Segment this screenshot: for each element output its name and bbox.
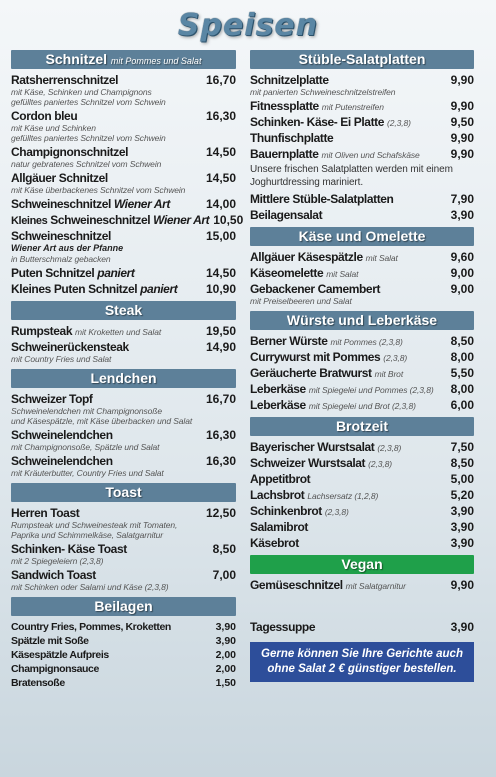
menu-item <box>250 115 474 129</box>
item-name: Bauernplatte <box>250 147 319 161</box>
item-description: mit Käse überbackenes Schnitzel vom Schwein <box>11 185 186 195</box>
item-name: Schweineschnitzel <box>11 197 111 211</box>
menu-item <box>11 634 236 648</box>
item-description: (2,3,8) <box>324 507 349 517</box>
item-description: mit panierten Schweineschnitzelstreifen <box>250 87 396 97</box>
item-name: Cordon bleu <box>11 109 78 123</box>
item-prefix: Kleines <box>11 215 48 227</box>
item-price: 5,50 <box>450 366 474 380</box>
item-description: (2,3,8) <box>377 443 402 453</box>
section-wuerste <box>250 311 474 412</box>
item-price: 16,70 <box>205 392 236 406</box>
item-description: (2,3,8) <box>387 118 411 128</box>
item-price: 3,90 <box>215 635 236 647</box>
menu-item <box>11 109 236 143</box>
item-price: 7,90 <box>450 192 474 206</box>
item-price: 3,90 <box>450 536 474 550</box>
item-price: 8,00 <box>450 350 474 364</box>
menu-item <box>11 171 236 195</box>
item-price: 16,30 <box>205 428 236 442</box>
item-price: 5,20 <box>450 488 474 502</box>
item-description: mit Salatgarnitur <box>345 581 406 591</box>
item-price: 5,00 <box>450 472 474 486</box>
item-price: 2,00 <box>215 663 236 675</box>
menu-item <box>250 440 474 454</box>
menu-item <box>11 568 236 592</box>
item-description: mit 2 Spiegeleiern (2,3,8) <box>11 556 104 566</box>
item-name: Käseomelette <box>250 266 324 280</box>
item-name: Schweinelendchen <box>11 454 113 468</box>
item-name: Allgäuer Käsespätzle <box>250 250 363 264</box>
item-name: Schnitzelplatte <box>250 73 329 87</box>
menu-item <box>11 454 236 478</box>
item-price: 6,00 <box>450 398 474 412</box>
item-name: Bratensoße <box>11 677 65 689</box>
menu-item <box>11 145 236 169</box>
menu-item <box>11 282 236 296</box>
item-name: Spätzle mit Soße <box>11 635 89 647</box>
item-name: Schinken- Käse- Ei Platte <box>250 115 385 129</box>
item-name: Schinkenbrot <box>250 504 322 518</box>
item-name: Beilagensalat <box>250 208 323 222</box>
item-description: mit Preiselbeeren und Salat <box>250 296 352 306</box>
section-header-kaese-omelette: Käse und Omelette <box>250 227 474 246</box>
item-price: 8,50 <box>450 456 474 470</box>
item-description: mit Oliven und Schafskäse <box>321 150 420 160</box>
item-description: Rumpsteak und Schweinesteak mit Tomaten, <box>11 520 178 530</box>
menu-item <box>250 456 474 470</box>
item-price: 14,50 <box>205 266 236 280</box>
item-name: Käsespätzle Aufpreis <box>11 649 109 661</box>
no-salad-notice <box>250 642 474 682</box>
item-name: Champignonschnitzel <box>11 145 129 159</box>
menu-item <box>250 131 474 145</box>
item-price: 9,60 <box>450 250 474 264</box>
item-name: Schinken- Käse Toast <box>11 542 127 556</box>
section-brotzeit <box>250 417 474 550</box>
item-price: 3,90 <box>450 620 474 634</box>
section-salatplatten <box>250 50 474 222</box>
item-price: 14,00 <box>205 197 236 211</box>
item-name: Fitnessplatte <box>250 99 319 113</box>
item-price: 12,50 <box>205 506 236 520</box>
item-price: 9,90 <box>450 99 474 113</box>
item-description: und Käsespätzle, mit Käse überbacken und Salat <box>11 416 193 426</box>
item-name: Schweinelendchen <box>11 428 113 442</box>
item-name: Schweizer Wurstsalat <box>250 456 366 470</box>
item-description: Lachsersatz (1,2,8) <box>307 491 379 501</box>
menu-item <box>11 662 236 676</box>
section-schnitzel <box>11 50 244 296</box>
section-header-wuerste: Würste und Leberkäse <box>250 311 474 330</box>
section-header-vegan: Vegan <box>250 555 474 574</box>
notice-line: ohne Salat 2 € günstiger bestellen. <box>267 663 457 675</box>
item-name: Rumpsteak <box>11 324 73 338</box>
item-price: 15,00 <box>205 229 236 243</box>
item-name: Mittlere Stüble-Salatplatten <box>250 192 394 206</box>
item-price: 16,30 <box>205 109 236 123</box>
menu-item <box>250 73 474 97</box>
page-title: Speisen <box>177 8 319 43</box>
item-price: 10,50 <box>213 213 244 227</box>
item-name: Champignonsauce <box>11 663 99 675</box>
section-header-brotzeit: Brotzeit <box>250 417 474 436</box>
item-name: Sandwich Toast <box>11 568 96 582</box>
menu-item <box>250 536 474 550</box>
item-description: natur gebratenes Schnitzel vom Schwein <box>11 159 162 169</box>
item-description: Paprika und Schimmelkäse, Salatgarnitur <box>11 530 164 540</box>
menu-item <box>11 676 236 690</box>
menu-item <box>250 366 474 380</box>
left-column <box>11 50 244 695</box>
item-price: 9,90 <box>450 131 474 145</box>
menu-item <box>11 428 236 452</box>
item-price: 3,90 <box>215 621 236 633</box>
item-name: Schweinerückensteak <box>11 340 129 354</box>
item-description: mit Käse und Schinken <box>11 123 96 133</box>
item-name: Kleines Puten Schnitzel <box>11 282 138 296</box>
item-description: gefülltes paniertes Schnitzel vom Schwein <box>11 97 166 107</box>
menu-item <box>250 266 474 280</box>
menu-item <box>11 620 236 634</box>
item-price: 16,30 <box>205 454 236 468</box>
item-name: Puten Schnitzel <box>11 266 95 280</box>
item-description: mit Brot <box>374 369 404 379</box>
menu-item <box>250 520 474 534</box>
section-toast <box>11 483 236 592</box>
section-lendchen <box>11 369 236 478</box>
item-name: Currywurst mit Pommes <box>250 350 381 364</box>
item-name: Schweineschnitzel <box>11 229 111 243</box>
item-price: 8,50 <box>212 542 236 556</box>
section-kaese-omelette <box>250 227 474 306</box>
item-price: 9,90 <box>450 147 474 161</box>
item-description: mit Kräuterbutter, Country Fries und Salat <box>11 468 164 478</box>
menu-item <box>250 398 474 412</box>
menu-item <box>11 506 236 540</box>
item-description: mit Käse, Schinken und Champignons <box>11 87 152 97</box>
item-price: 14,50 <box>205 145 236 159</box>
menu-item <box>11 229 236 264</box>
section-header-lendchen: Lendchen <box>11 369 236 388</box>
item-name: Berner Würste <box>250 334 328 348</box>
item-price: 3,90 <box>450 520 474 534</box>
item-description: mit Pommes (2,3,8) <box>330 337 403 347</box>
menu-item <box>250 350 474 364</box>
item-description: Schweinelendchen mit Champignonsoße <box>11 406 163 416</box>
menu-item <box>250 504 474 518</box>
menu-item <box>11 648 236 662</box>
item-price: 9,00 <box>450 266 474 280</box>
item-name: Leberkäse <box>250 398 306 412</box>
item-name: Schweineschnitzel <box>50 213 151 227</box>
menu-item <box>11 73 236 107</box>
menu-item <box>11 197 236 211</box>
menu-item <box>250 99 474 113</box>
item-price: 9,90 <box>450 73 474 87</box>
item-name: Herren Toast <box>11 506 80 520</box>
item-name: Thunfischplatte <box>250 131 334 145</box>
notice-line: Gerne können Sie Ihre Gerichte auch <box>261 648 463 660</box>
item-price: 2,00 <box>215 649 236 661</box>
menu-item <box>250 578 474 592</box>
item-name: Schweizer Topf <box>11 392 93 406</box>
item-name: Bayerischer Wurstsalat <box>250 440 375 454</box>
menu-item <box>250 192 474 206</box>
item-name: Country Fries, Pommes, Kroketten <box>11 621 171 633</box>
menu-item <box>11 266 236 280</box>
item-price: 10,90 <box>205 282 236 296</box>
item-price: 9,00 <box>450 282 474 296</box>
section-steak <box>11 301 236 364</box>
item-price: 9,90 <box>450 578 474 592</box>
item-description: mit Putenstreifen <box>321 102 384 112</box>
right-column <box>250 50 474 682</box>
item-description: mit Spiegelei und Pommes (2,3,8) <box>308 385 434 395</box>
item-name: Gemüseschnitzel <box>250 578 343 592</box>
menu-item <box>250 250 474 264</box>
item-name: Geräucherte Bratwurst <box>250 366 372 380</box>
section-subtitle: mit Pommes und Salat <box>110 56 202 66</box>
item-description: mit Country Fries und Salat <box>11 354 112 364</box>
menu-item <box>250 282 474 306</box>
item-variant: Wiener Art <box>153 213 210 227</box>
item-name: Salamibrot <box>250 520 309 534</box>
salad-note: Unsere frischen Salatplatten werden mit einem Joghurtdressing mariniert. <box>250 164 453 188</box>
menu-item <box>250 488 474 502</box>
item-description: (2,3,8) <box>383 353 408 363</box>
menu-item-tagessuppe <box>250 620 474 634</box>
item-price: 1,50 <box>215 677 236 689</box>
item-name: Ratsherrenschnitzel <box>11 73 119 87</box>
item-description: mit Salat <box>326 269 359 279</box>
section-header-salatplatten: Stüble-Salatplatten <box>250 50 474 69</box>
item-variant: Wiener Art aus der Pfanne <box>11 243 124 253</box>
menu-item <box>250 147 474 161</box>
item-name: Gebackener Camembert <box>250 282 381 296</box>
section-vegan <box>250 555 474 592</box>
menu-item <box>11 213 244 227</box>
item-price: 8,50 <box>450 334 474 348</box>
item-name: Appetitbrot <box>250 472 311 486</box>
item-price: 3,90 <box>450 504 474 518</box>
item-description: mit Champignonsoße, Spätzle und Salat <box>11 442 160 452</box>
item-price: 8,00 <box>450 382 474 396</box>
section-header-steak: Steak <box>11 301 236 320</box>
item-name: Lachsbrot <box>250 488 305 502</box>
item-description: mit Schinken oder Salami und Käse (2,3,8) <box>11 582 169 592</box>
item-variant: paniert <box>140 282 178 296</box>
section-beilagen <box>11 597 236 690</box>
item-description: (2,3,8) <box>368 459 392 469</box>
section-title: Schnitzel <box>45 51 108 67</box>
item-variant: paniert <box>97 266 135 280</box>
item-description: mit Kroketten und Salat <box>75 327 162 337</box>
section-header-toast: Toast <box>11 483 236 502</box>
item-price: 14,50 <box>205 171 236 185</box>
menu-item <box>11 340 236 364</box>
item-description: mit Salat <box>365 253 398 263</box>
item-description: mit Spiegelei und Brot (2,3,8) <box>308 401 416 411</box>
menu-item <box>11 542 236 566</box>
menu-item <box>11 324 236 338</box>
item-name: Tagessuppe <box>250 620 316 634</box>
item-description: gefülltes paniertes Schnitzel vom Schwein <box>11 133 166 143</box>
item-variant: Wiener Art <box>113 197 170 211</box>
item-price: 19,50 <box>205 324 236 338</box>
item-price: 7,50 <box>450 440 474 454</box>
item-description: in Butterschmalz gebacken <box>11 254 111 264</box>
item-name: Käsebrot <box>250 536 299 550</box>
menu-item <box>250 334 474 348</box>
menu-item <box>250 208 474 222</box>
item-price: 16,70 <box>205 73 236 87</box>
item-price: 14,90 <box>205 340 236 354</box>
menu-item <box>250 472 474 486</box>
section-header-beilagen: Beilagen <box>11 597 236 616</box>
menu-item <box>250 382 474 396</box>
item-name: Allgäuer Schnitzel <box>11 171 108 185</box>
item-price: 9,50 <box>450 115 474 129</box>
menu-item <box>11 392 236 426</box>
item-price: 3,90 <box>450 208 474 222</box>
section-header-schnitzel <box>11 50 236 69</box>
item-price: 7,00 <box>212 568 236 582</box>
item-name: Leberkäse <box>250 382 306 396</box>
